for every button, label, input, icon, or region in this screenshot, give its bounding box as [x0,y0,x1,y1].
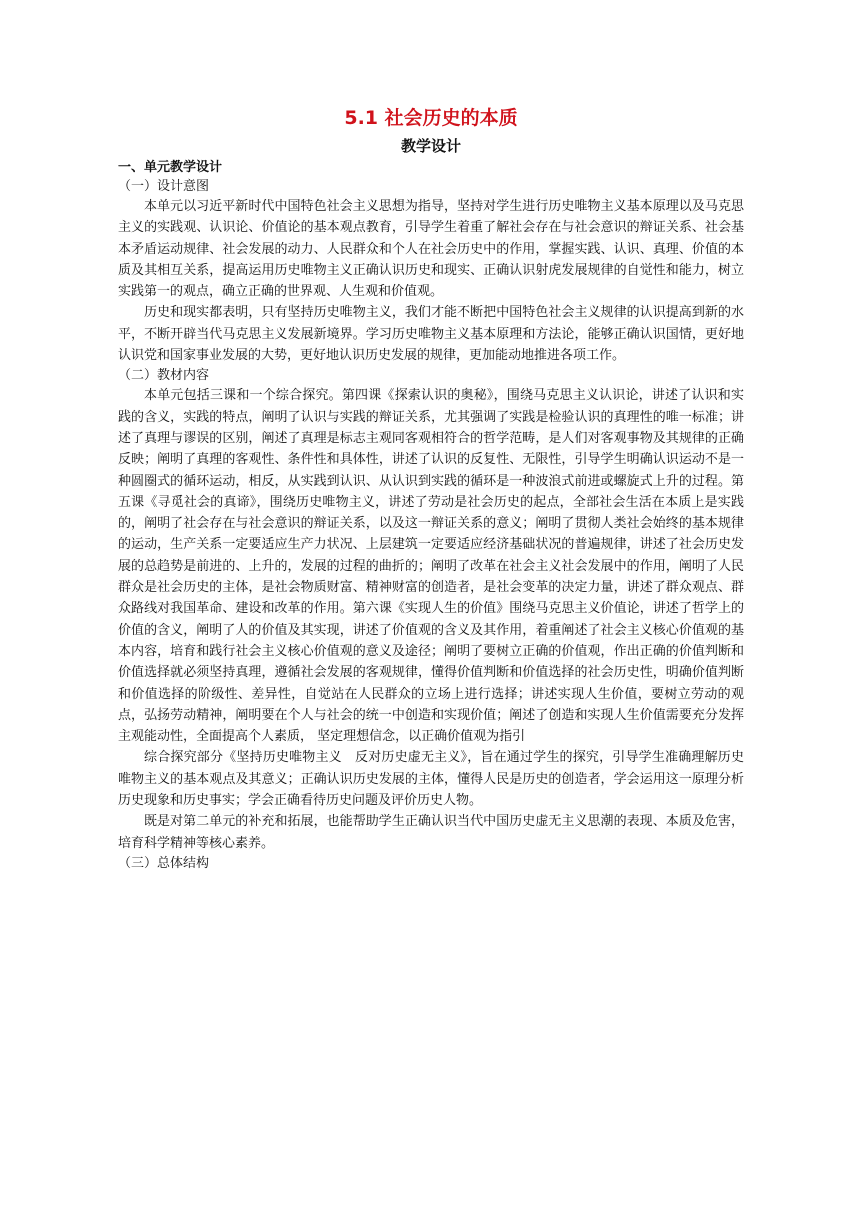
document-subtitle: 教学设计 [400,137,461,155]
paragraph: 本单元包括三课和一个综合探究。第四课《探索认识的奥秘》，围绕马克思主义认识论，讲述了认识和实践的含义，实践的特点，阐明了认识与实践的辩证关系，尤其强调了实践是检验认识的真理性的唯一标准；讲述了真理与谬误的区别，阐述了真理是标志主观同客观相符合的哲学范畴，是人们对客观事物及其规律的正确反映；阐明了真理的客观性、条件性和具体性，讲述了认识的反复性、无限性，引导学生明确认识运动不是一种圆圈式的循环运动，相反，从实践到认识、从认识到实践的循环是一种波浪式前进或螺旋式上升的过程。第五课《寻觅社会的真谛》，围绕历史唯物主义，讲述了劳动是社会历史的起点，全部社会生活在本质上是实践的，阐明了社会存在与社会意识的辩证关系，以及这一辩证关系的意义；阐明了贯彻人类社会始终的基本规律的运动，生产关系一定要适应生产力状况、上层建筑一定要适应经济基础状况的普遍规律，讲述了社会历史发展的总趋势是前进的、上升的，发展的过程的曲折的；阐明了改革在社会主义社会发展中的作用，阐明了人民群众是社会历史的主体，是社会物质财富、精神财富的创造者，是社会变革的决定力量，讲述了群众观点、群众路线对我国革命、建设和改革的作用。第六课《实现人生的价值》围绕马克思主义价值论，讲述了哲学上的价值的含义，阐明了人的价值及其实现，讲述了价值观的含义及其作用，着重阐述了社会主义核心价值观的基本内容，培育和践行社会主义核心价值观的意义及途径；阐明了要树立正确的价值观，作出正确的价值判断和价值选择就必须坚持真理，遵循社会发展的客观规律，懂得价值判断和价值选择的社会历史性，明确价值判断和价值选择的阶级性、差异性，自觉站在人民群众的立场上进行选择；讲述实现人生价值，要树立劳动的观点，弘扬劳动精神，阐明要在个人与社会的统一中创造和实现价值；阐述了创造和实现人生价值需要充分发挥主观能动性，全面提高个人素质， 坚定理想信念，以正确价值观为指引 [118,388,744,745]
paragraph: 综合探究部分《坚持历史唯物主义 反对历史虚无主义》，旨在通过学生的探究，引导学生准确理解历史唯物主义的基本观点及其意义；正确认识历史发展的主体，懂得人民是历史的创造者，学会运用这一原理分析历史现象和历史事实；学会正确看待历史问题及评价历史人物。 [118,750,744,809]
subsection-heading-content: （二）教材内容 [118,368,210,384]
paragraph: 历史和现实都表明，只有坚持历史唯物主义，我们才能不断把中国特色社会主义规律的认识提高到新的水平，不断开辟当代马克思主义发展新境界。学习历史唯物主义基本原理和方法论，能够正确认识国情，更好地认识党和国家事业发展的大势，更好地认识历史发展的规律，更加能动地推进各项工作。 [118,305,744,364]
document-page [118,104,744,873]
paragraph: 既是对第二单元的补充和拓展，也能帮助学生正确认识当代中国历史虚无主义思潮的表现、本质及危害，培育科学精神等核心素养。 [118,814,744,851]
document-title: 5.1 社会历史的本质 [344,107,518,129]
paragraph: 本单元以习近平新时代中国特色社会主义思想为指导，坚持对学生进行历史唯物主义基本原理以及马克思主义的实践观、认识论、价值论的基本观点教育，引导学生着重了解社会存在与社会意识的辩证关系、社会基本矛盾运动规律、社会发展的动力、人民群众和个人在社会历史中的作用，掌握实践、认识、真理、价值的本质及其相互关系，提高运用历史唯物主义正确认识历史和现实、正确认识射虎发展规律的自觉性和能力，树立实践第一的观点，确立正确的世界观、人生观和价值观。 [118,199,744,300]
section-heading: 一、单元教学设计 [118,160,223,175]
subsection-heading-intent: （一）设计意图 [118,179,210,194]
subsection-heading-structure: （三）总体结构 [118,855,210,871]
